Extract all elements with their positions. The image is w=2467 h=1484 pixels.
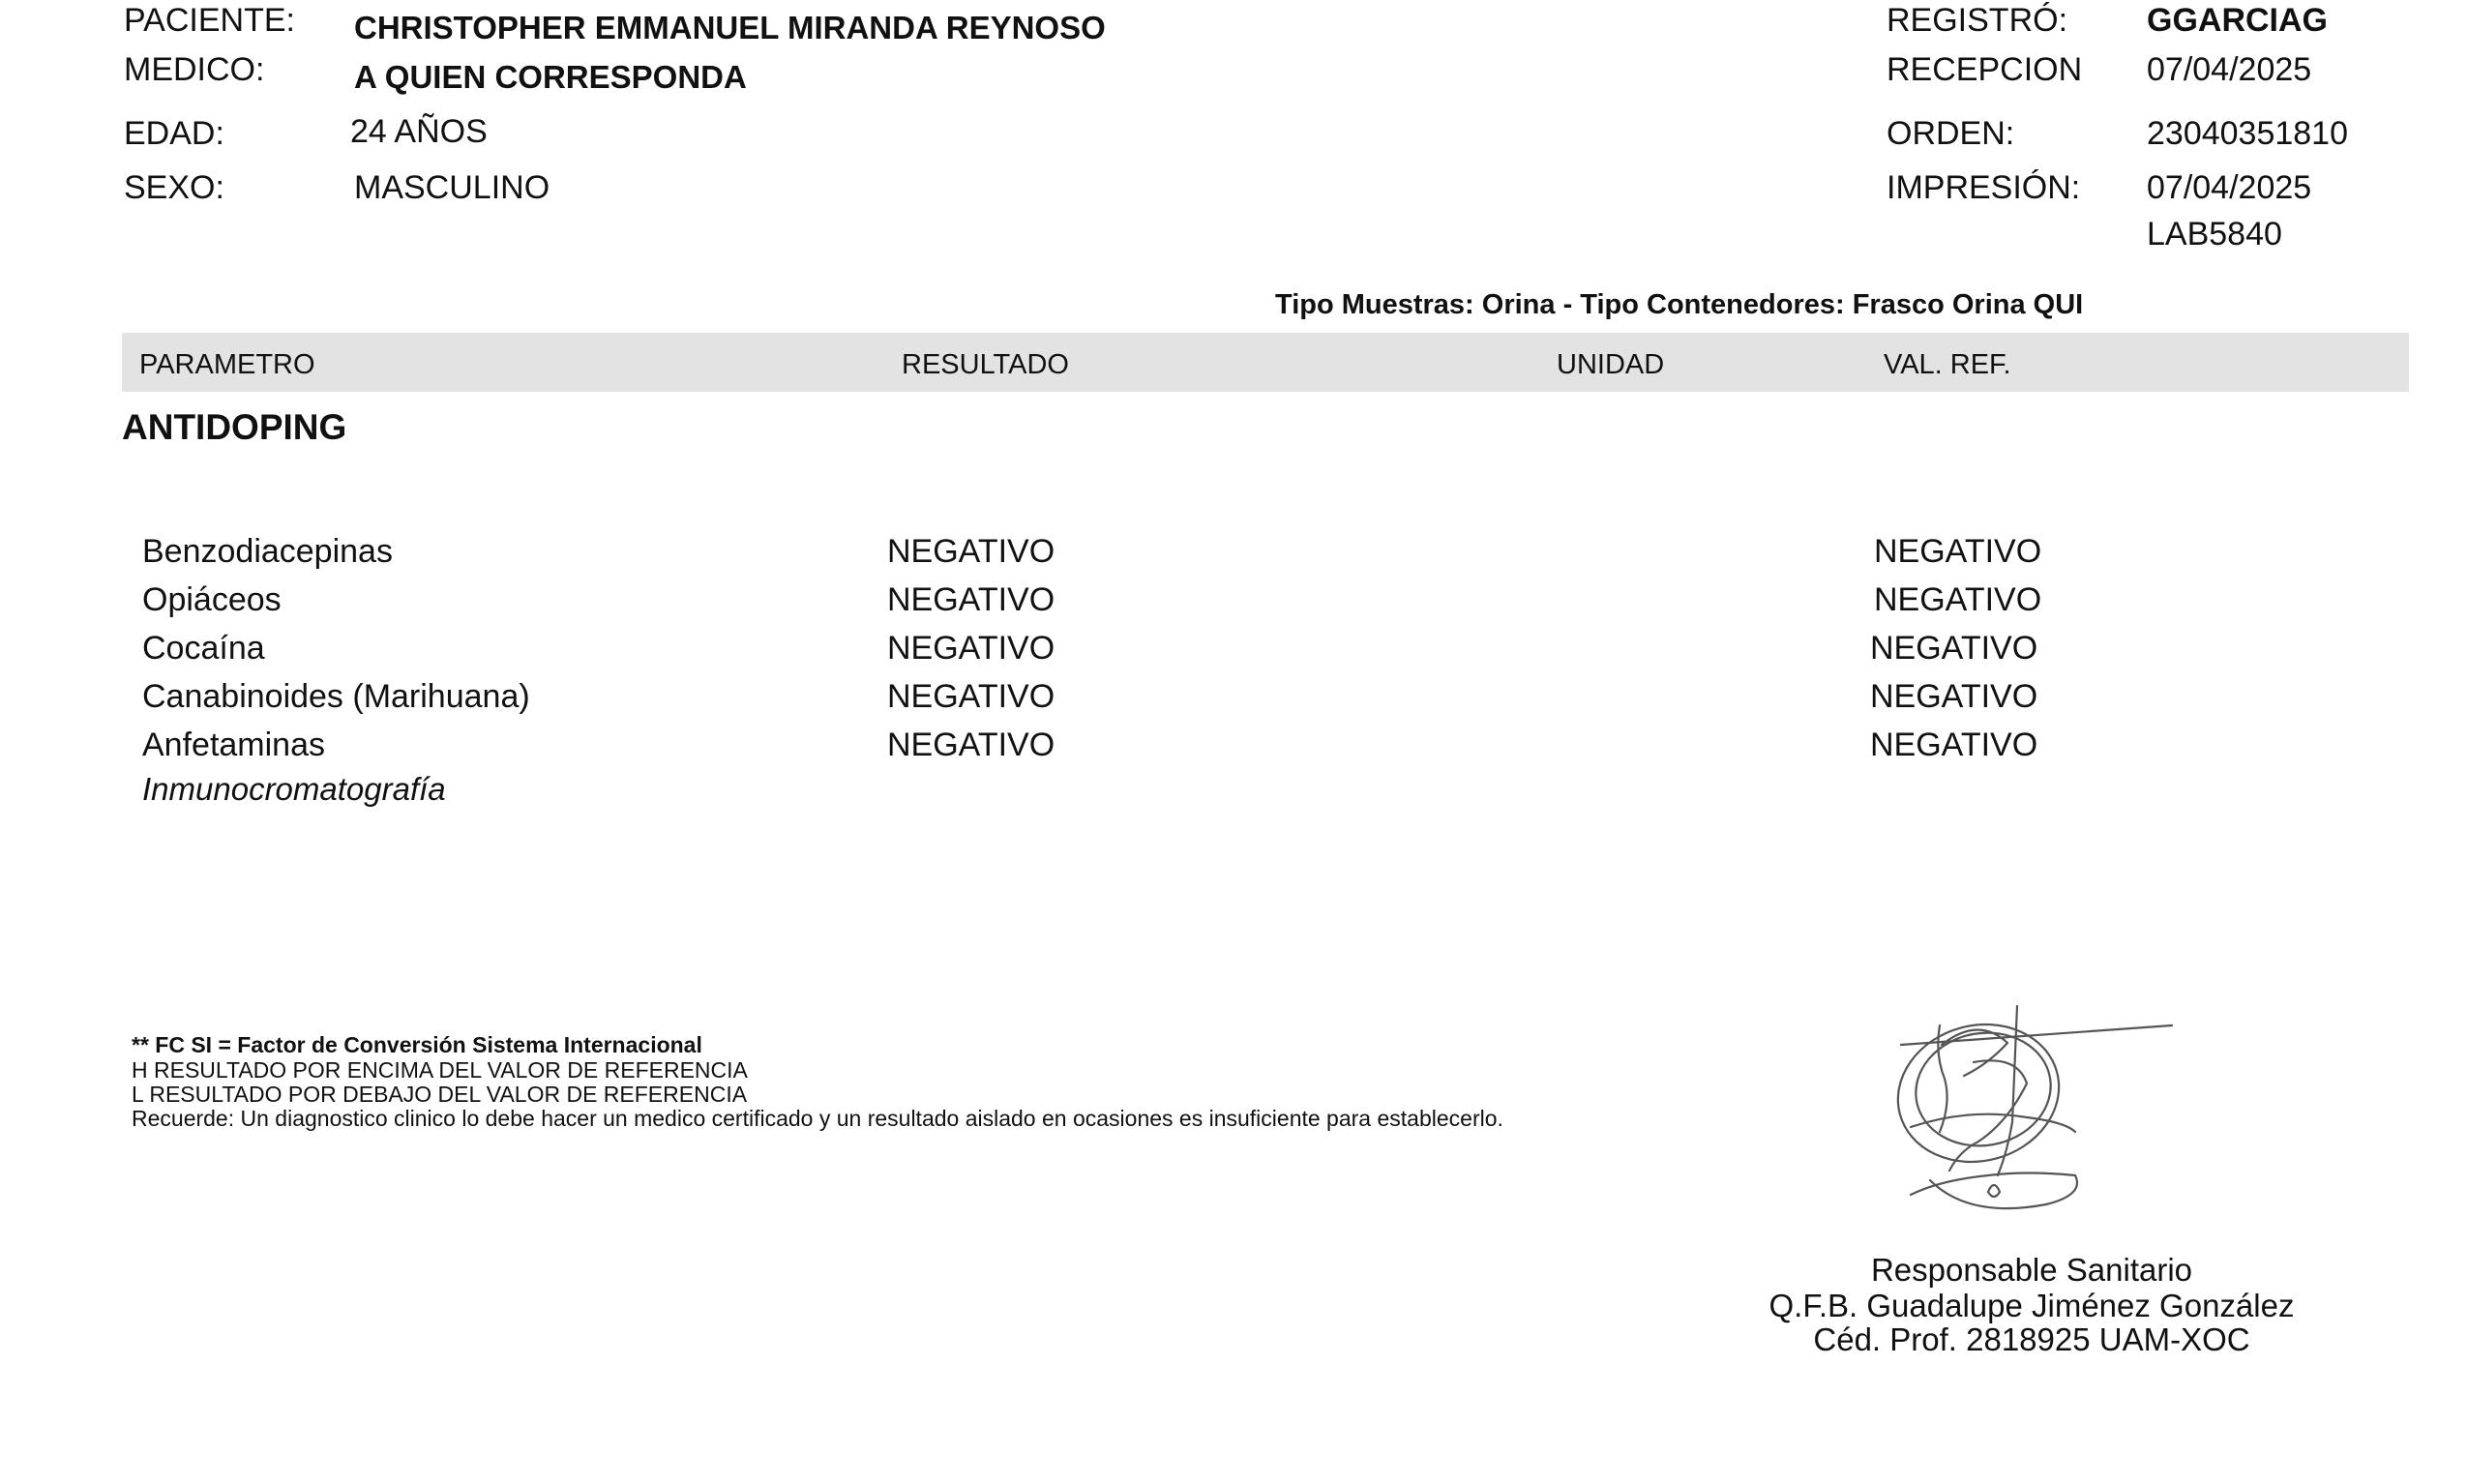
registered-value: GGARCIAG <box>2147 2 2328 39</box>
note-low: L RESULTADO POR DEBAJO DEL VALOR DE REFERENCIA <box>132 1082 748 1107</box>
note-fc-si: ** FC SI = Factor de Conversión Sistema Internacional <box>132 1032 702 1057</box>
row-result: NEGATIVO <box>887 581 1055 618</box>
lab-code: LAB5840 <box>2147 216 2282 252</box>
section-title: ANTIDOPING <box>122 407 347 447</box>
row-reference: NEGATIVO <box>1874 533 2042 570</box>
row-reference: NEGATIVO <box>1870 630 2038 667</box>
signature-icon <box>1882 987 2191 1229</box>
row-result: NEGATIVO <box>887 678 1055 715</box>
row-parameter: Anfetaminas <box>142 727 325 763</box>
age-label: EDAD: <box>124 115 224 152</box>
doctor-label: MEDICO: <box>124 51 265 88</box>
row-reference: NEGATIVO <box>1870 727 2038 763</box>
patient-name: CHRISTOPHER EMMANUEL MIRANDA REYNOSO <box>354 10 1106 45</box>
table-header <box>122 333 2409 392</box>
row-parameter: Canabinoides (Marihuana) <box>142 678 530 715</box>
sex-label: SEXO: <box>124 169 224 206</box>
method-note: Inmunocromatografía <box>142 771 446 807</box>
column-header-parameter: PARAMETRO <box>139 349 315 380</box>
sample-info: Tipo Muestras: Orina - Tipo Contenedores: Frasco Orina QUI <box>1275 289 2084 320</box>
row-result: NEGATIVO <box>887 727 1055 763</box>
row-parameter: Opiáceos <box>142 581 282 618</box>
patient-name-label: PACIENTE: <box>124 2 295 39</box>
row-parameter: Benzodiacepinas <box>142 533 393 570</box>
signature-name: Q.F.B. Guadalupe Jiménez González <box>1769 1288 2295 1323</box>
order-label: ORDEN: <box>1887 115 2015 152</box>
reception-label: RECEPCION <box>1887 51 2083 88</box>
doctor-name: A QUIEN CORRESPONDA <box>354 59 747 95</box>
row-result: NEGATIVO <box>887 533 1055 570</box>
column-header-reference: VAL. REF. <box>1884 349 2011 380</box>
sex-value: MASCULINO <box>354 169 550 206</box>
order-number: 23040351810 <box>2147 115 2349 152</box>
printed-label: IMPRESIÓN: <box>1887 169 2081 206</box>
column-header-result: RESULTADO <box>902 349 1069 380</box>
signature-role: Responsable Sanitario <box>1870 1252 2193 1288</box>
row-parameter: Cocaína <box>142 630 265 667</box>
note-high: H RESULTADO POR ENCIMA DEL VALOR DE REFERENCIA <box>132 1057 748 1083</box>
signature-license: Céd. Prof. 2818925 UAM-XOC <box>1813 1321 2250 1357</box>
row-result: NEGATIVO <box>887 630 1055 667</box>
age-value: 24 AÑOS <box>350 113 488 150</box>
printed-date: 07/04/2025 <box>2147 169 2312 206</box>
note-reminder: Recuerde: Un diagnostico clinico lo debe hacer un medico certificado y un resultado aislado en ocasiones es insuficiente para establecerlo. <box>132 1106 1503 1131</box>
row-reference: NEGATIVO <box>1874 581 2042 618</box>
reception-date: 07/04/2025 <box>2147 51 2312 88</box>
column-header-unit: UNIDAD <box>1557 349 1665 380</box>
registered-label: REGISTRÓ: <box>1887 2 2068 39</box>
row-reference: NEGATIVO <box>1870 678 2038 715</box>
